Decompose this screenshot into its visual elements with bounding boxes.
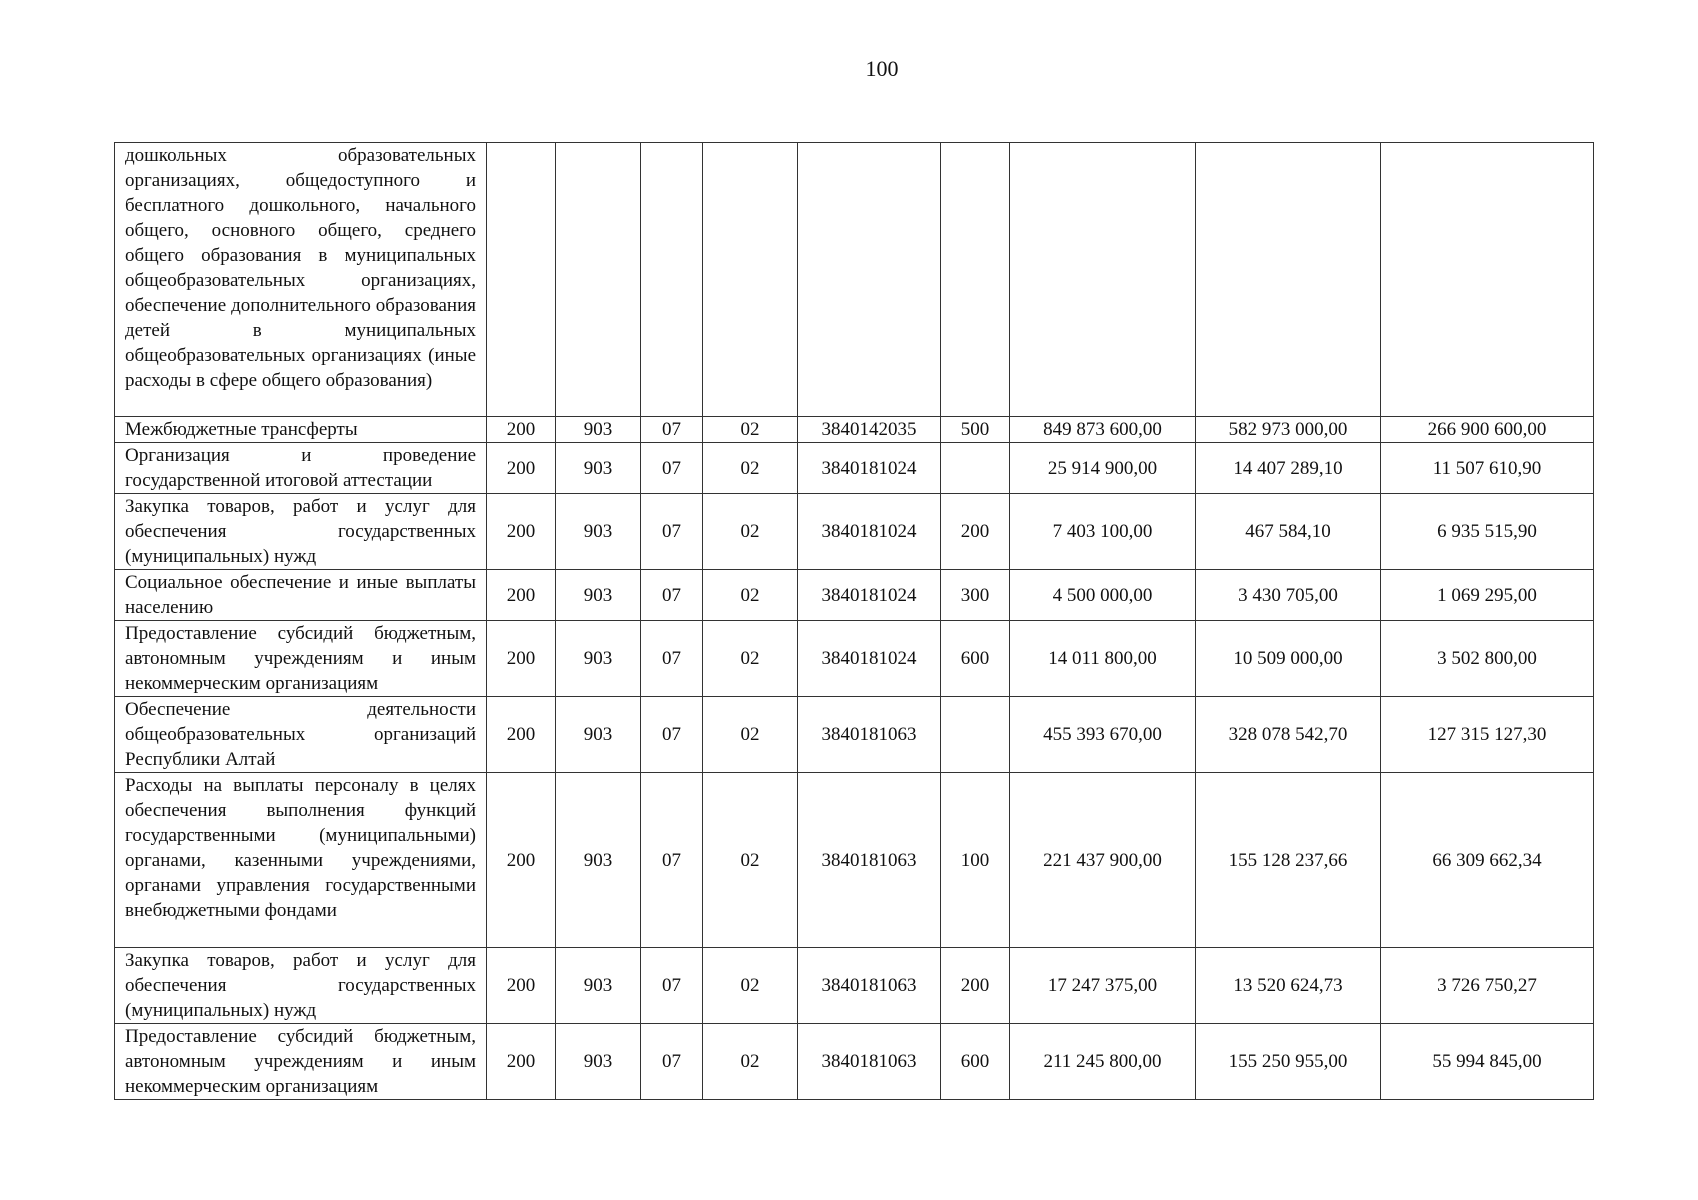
table-row — [115, 697, 1594, 773]
ministry-code-cell: 903 — [556, 948, 641, 1024]
planned-amount-cell: 4 500 000,00 — [1010, 570, 1196, 621]
section-code-cell: 07 — [641, 773, 703, 948]
ministry-code-cell: 903 — [556, 621, 641, 697]
admin-code-cell: 200 — [487, 443, 556, 494]
expense-type-cell — [941, 443, 1010, 494]
remaining-amount-cell: 55 994 845,00 — [1381, 1024, 1594, 1100]
executed-amount-cell — [1196, 143, 1381, 417]
admin-code-cell: 200 — [487, 494, 556, 570]
section-code-cell: 07 — [641, 570, 703, 621]
table-row — [115, 443, 1594, 494]
row-description: Закупка товаров, работ и услуг для обеспечения государственных (муниципальных) нужд — [115, 948, 487, 1024]
expense-type-cell — [941, 697, 1010, 773]
remaining-amount-cell: 66 309 662,34 — [1381, 773, 1594, 948]
expense-type-cell: 100 — [941, 773, 1010, 948]
ministry-code-cell: 903 — [556, 494, 641, 570]
row-description: Организация и проведение государственной итоговой аттестации — [115, 443, 487, 494]
target-article-cell — [798, 143, 941, 417]
ministry-code-cell: 903 — [556, 773, 641, 948]
table-row — [115, 1024, 1594, 1100]
target-article-cell: 3840181063 — [798, 1024, 941, 1100]
target-article-cell: 3840181063 — [798, 697, 941, 773]
executed-amount-cell: 328 078 542,70 — [1196, 697, 1381, 773]
planned-amount-cell — [1010, 143, 1196, 417]
planned-amount-cell: 17 247 375,00 — [1010, 948, 1196, 1024]
executed-amount-cell: 155 250 955,00 — [1196, 1024, 1381, 1100]
executed-amount-cell: 3 430 705,00 — [1196, 570, 1381, 621]
target-article-cell: 3840181024 — [798, 621, 941, 697]
planned-amount-cell: 211 245 800,00 — [1010, 1024, 1196, 1100]
row-description: Закупка товаров, работ и услуг для обеспечения государственных (муниципальных) нужд — [115, 494, 487, 570]
expense-type-cell: 300 — [941, 570, 1010, 621]
target-article-cell: 3840181024 — [798, 494, 941, 570]
section-code-cell: 07 — [641, 417, 703, 443]
expense-type-cell — [941, 143, 1010, 417]
admin-code-cell: 200 — [487, 697, 556, 773]
remaining-amount-cell: 127 315 127,30 — [1381, 697, 1594, 773]
section-code-cell: 07 — [641, 1024, 703, 1100]
admin-code-cell: 200 — [487, 948, 556, 1024]
ministry-code-cell: 903 — [556, 570, 641, 621]
remaining-amount-cell: 1 069 295,00 — [1381, 570, 1594, 621]
remaining-amount-cell: 266 900 600,00 — [1381, 417, 1594, 443]
table-row — [115, 417, 1594, 443]
executed-amount-cell: 582 973 000,00 — [1196, 417, 1381, 443]
ministry-code-cell: 903 — [556, 1024, 641, 1100]
remaining-amount-cell: 3 726 750,27 — [1381, 948, 1594, 1024]
row-description: Межбюджетные трансферты — [115, 417, 487, 443]
ministry-code-cell: 903 — [556, 697, 641, 773]
planned-amount-cell: 221 437 900,00 — [1010, 773, 1196, 948]
subsection-code-cell: 02 — [703, 773, 798, 948]
section-code-cell: 07 — [641, 443, 703, 494]
subsection-code-cell: 02 — [703, 621, 798, 697]
ministry-code-cell: 903 — [556, 443, 641, 494]
subsection-code-cell: 02 — [703, 494, 798, 570]
row-description: Предоставление субсидий бюджетным, автономным учреждениям и иным некоммерческим организациям — [115, 621, 487, 697]
expense-type-cell: 600 — [941, 621, 1010, 697]
expense-type-cell: 500 — [941, 417, 1010, 443]
section-code-cell: 07 — [641, 948, 703, 1024]
admin-code-cell: 200 — [487, 621, 556, 697]
target-article-cell: 3840181024 — [798, 443, 941, 494]
ministry-code-cell — [556, 143, 641, 417]
table-row — [115, 948, 1594, 1024]
executed-amount-cell: 155 128 237,66 — [1196, 773, 1381, 948]
section-code-cell: 07 — [641, 621, 703, 697]
table-row — [115, 143, 1594, 417]
ministry-code-cell: 903 — [556, 417, 641, 443]
row-description: Предоставление субсидий бюджетным, автономным учреждениям и иным некоммерческим организациям — [115, 1024, 487, 1100]
section-code-cell — [641, 143, 703, 417]
subsection-code-cell: 02 — [703, 697, 798, 773]
remaining-amount-cell: 6 935 515,90 — [1381, 494, 1594, 570]
subsection-code-cell: 02 — [703, 948, 798, 1024]
section-code-cell: 07 — [641, 697, 703, 773]
table-row — [115, 773, 1594, 948]
subsection-code-cell: 02 — [703, 417, 798, 443]
admin-code-cell — [487, 143, 556, 417]
target-article-cell: 3840181024 — [798, 570, 941, 621]
page-number: 100 — [865, 56, 899, 81]
table-row — [115, 494, 1594, 570]
executed-amount-cell: 13 520 624,73 — [1196, 948, 1381, 1024]
planned-amount-cell: 25 914 900,00 — [1010, 443, 1196, 494]
section-code-cell: 07 — [641, 494, 703, 570]
expense-type-cell: 600 — [941, 1024, 1010, 1100]
executed-amount-cell: 467 584,10 — [1196, 494, 1381, 570]
row-description: Обеспечение деятельности общеобразовательных организаций Республики Алтай — [115, 697, 487, 773]
executed-amount-cell: 10 509 000,00 — [1196, 621, 1381, 697]
remaining-amount-cell: 11 507 610,90 — [1381, 443, 1594, 494]
admin-code-cell: 200 — [487, 417, 556, 443]
budget-table — [114, 142, 1594, 1100]
table-row — [115, 621, 1594, 697]
row-description: Социальное обеспечение и иные выплаты населению — [115, 570, 487, 621]
target-article-cell: 3840181063 — [798, 773, 941, 948]
expense-type-cell: 200 — [941, 948, 1010, 1024]
planned-amount-cell: 14 011 800,00 — [1010, 621, 1196, 697]
admin-code-cell: 200 — [487, 1024, 556, 1100]
planned-amount-cell: 849 873 600,00 — [1010, 417, 1196, 443]
planned-amount-cell: 7 403 100,00 — [1010, 494, 1196, 570]
subsection-code-cell: 02 — [703, 1024, 798, 1100]
planned-amount-cell: 455 393 670,00 — [1010, 697, 1196, 773]
subsection-code-cell: 02 — [703, 443, 798, 494]
subsection-code-cell — [703, 143, 798, 417]
admin-code-cell: 200 — [487, 570, 556, 621]
row-description: дошкольных образовательных организациях, общедоступного и бесплатного дошкольного, начального общего, основного общего, среднего общего образования в муниципальных общеобразовательных организациях, обеспечение дополнительного образования детей в муниципальных общеобразовательных организациях (иные расходы в сфере общего образования) — [115, 143, 487, 417]
target-article-cell: 3840181063 — [798, 948, 941, 1024]
subsection-code-cell: 02 — [703, 570, 798, 621]
row-description: Расходы на выплаты персоналу в целях обеспечения выполнения функций государственными (муниципальными) органами, казенными учреждениями, органами управления государственными внебюджетными фондами — [115, 773, 487, 948]
expense-type-cell: 200 — [941, 494, 1010, 570]
remaining-amount-cell — [1381, 143, 1594, 417]
table-row — [115, 570, 1594, 621]
remaining-amount-cell: 3 502 800,00 — [1381, 621, 1594, 697]
target-article-cell: 3840142035 — [798, 417, 941, 443]
executed-amount-cell: 14 407 289,10 — [1196, 443, 1381, 494]
admin-code-cell: 200 — [487, 773, 556, 948]
